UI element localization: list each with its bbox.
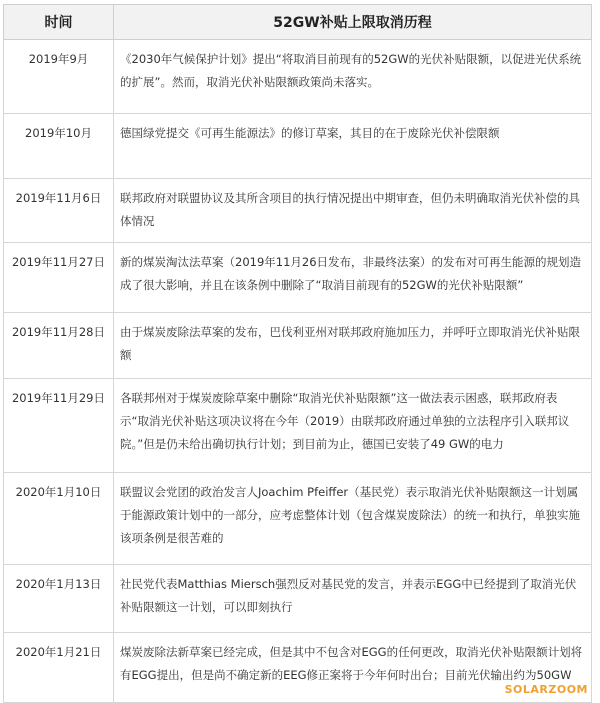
table-row xyxy=(4,473,592,565)
table-row xyxy=(4,565,592,633)
table-row xyxy=(4,379,592,473)
row-description: 新的煤炭淘汰法草案（2019年11月26日发布，非最终法案）的发布对可再生能源的规划造成了很大影响，并且在该条例中删除了“取消目前现有的52GW的光伏补贴限额” xyxy=(114,243,592,313)
row-description: 联盟议会党团的政治发言人Joachim Pfeiffer（基民党）表示取消光伏补贴限额这一计划属于能源政策计划中的一部分，应考虑整体计划（包含煤炭废除法）的统一和执行，单独实施该项条例是很苦难的 xyxy=(114,473,592,565)
table-row xyxy=(4,179,592,243)
table-row xyxy=(4,313,592,379)
row-description: 各联邦州对于煤炭废除草案中删除“取消光伏补贴限额”这一做法表示困惑，联邦政府表示“取消光伏补贴这项决议将在今年（2019）由联邦政府通过单独的立法程序引入联邦议院。”但是仍未给出确切执行计划；到目前为止，德国已安装了49 GW的电力 xyxy=(114,379,592,473)
table-row xyxy=(4,633,592,703)
header-time: 时间 xyxy=(4,5,114,40)
table-header-row xyxy=(4,5,592,40)
table-row xyxy=(4,114,592,179)
row-date: 2019年9月 xyxy=(4,40,114,114)
row-date: 2020年1月13日 xyxy=(4,565,114,633)
row-date: 2019年11月6日 xyxy=(4,179,114,243)
solarzoom-watermark: SOLARZOOM xyxy=(504,683,588,696)
row-date: 2020年1月10日 xyxy=(4,473,114,565)
row-description: 联邦政府对联盟协议及其所含项目的执行情况提出中期审查，但仍未明确取消光伏补偿的具体情况 xyxy=(114,179,592,243)
header-history: 52GW补贴上限取消历程 xyxy=(114,5,592,40)
row-date: 2019年10月 xyxy=(4,114,114,179)
row-date: 2020年1月21日 xyxy=(4,633,114,703)
row-date: 2019年11月27日 xyxy=(4,243,114,313)
table-row xyxy=(4,243,592,313)
row-description: 德国绿党提交《可再生能源法》的修订草案，其目的在于废除光伏补偿限额 xyxy=(114,114,592,179)
subsidy-timeline-table xyxy=(3,4,592,703)
row-date: 2019年11月28日 xyxy=(4,313,114,379)
row-description: 社民党代表Matthias Miersch强烈反对基民党的发言，并表示EGG中已经提到了取消光伏补贴限额这一计划，可以即刻执行 xyxy=(114,565,592,633)
row-description: 煤炭废除法新草案已经完成，但是其中不包含对EGG的任何更改，取消光伏补贴限额计划将有EGG提出，但是尚不确定新的EEG修正案将于今年何时出台；目前光伏输出约为50GW xyxy=(114,633,592,703)
row-description: 由于煤炭废除法草案的发布，巴伐利亚州对联邦政府施加压力，并呼吁立即取消光伏补贴限额 xyxy=(114,313,592,379)
row-date: 2019年11月29日 xyxy=(4,379,114,473)
row-description: 《2030年气候保护计划》提出“将取消目前现有的52GW的光伏补贴限额，以促进光伏系统的扩展”。然而，取消光伏补贴限额政策尚未落实。 xyxy=(114,40,592,114)
table-row xyxy=(4,40,592,114)
